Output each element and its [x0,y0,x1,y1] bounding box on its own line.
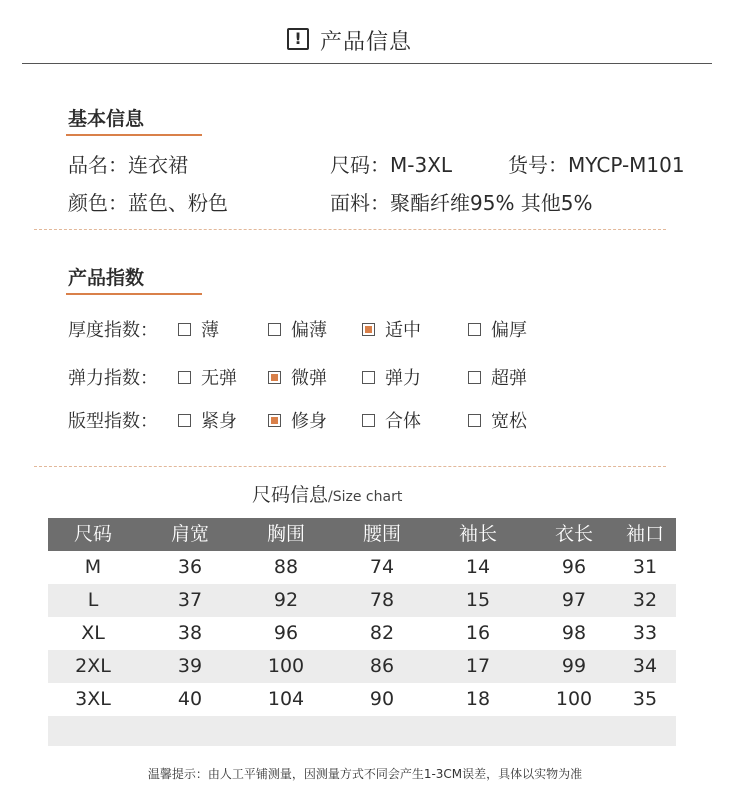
checkbox-icon[interactable] [468,371,481,384]
table-cell: 82 [369,622,395,644]
table-cell: 96 [561,556,587,578]
exclamation-box-icon: ! [287,28,309,50]
table-cell: 16 [465,622,491,644]
index-option-label: 薄 [201,320,219,341]
table-cell: 78 [369,589,395,611]
table-row [48,650,676,683]
checkbox-icon[interactable] [178,371,191,384]
checkbox-icon[interactable] [468,323,481,336]
page-header [0,22,730,62]
table-cell: 104 [267,688,305,710]
product-color: 颜色：蓝色、粉色 [68,191,228,215]
table-cell: 37 [177,589,203,611]
table-cell: 40 [177,688,203,710]
index-option[interactable] [362,407,421,433]
table-cell: 98 [561,622,587,644]
table-cell: 14 [465,556,491,578]
table-cell: 38 [177,622,203,644]
basic-info-title: 基本信息 [68,108,145,130]
table-row [48,683,676,716]
section-divider [34,466,666,467]
index-label: 厚度指数： [68,320,158,341]
checked-box-icon[interactable] [362,323,375,336]
table-cell: 100 [555,688,593,710]
table-cell: 17 [465,655,491,677]
table-row [48,584,676,617]
table-header-cell: 腰围 [362,523,402,545]
table-cell: 86 [369,655,395,677]
table-cell: XL [81,622,105,644]
product-index-title: 产品指数 [68,267,145,289]
checked-box-icon[interactable] [268,414,281,427]
table-header-cell: 袖口 [625,523,665,545]
index-option-label: 偏薄 [291,320,327,341]
size-chart-title-main: 尺码信息 [252,484,329,506]
table-cell: 2XL [75,655,111,677]
table-header-cell: 衣长 [554,523,594,545]
checkbox-icon[interactable] [178,414,191,427]
product-size-range: 尺码：M-3XL [330,153,453,177]
index-option-label: 无弹 [201,368,237,389]
checkbox-icon[interactable] [468,414,481,427]
index-option-label: 合体 [385,411,421,432]
index-option-label: 超弹 [491,368,527,389]
table-cell: 34 [632,655,658,677]
index-option[interactable] [362,364,421,390]
index-option[interactable] [468,407,527,433]
table-cell: 74 [369,556,395,578]
table-header-cell: 胸围 [266,523,306,545]
index-option-label: 适中 [385,320,421,341]
checkbox-icon[interactable] [362,414,375,427]
measurement-note: 温馨提示：由人工平铺测量，因测量方式不同会产生1-3CM误差，具体以实物为准 [147,767,583,781]
size-table-footer [48,716,676,746]
product-name: 品名：连衣裙 [68,153,188,177]
table-cell: 92 [273,589,299,611]
table-cell: 99 [561,655,587,677]
index-option[interactable] [268,407,327,433]
index-option[interactable] [362,316,421,342]
basic-info-underline [66,134,202,136]
product-index-underline [66,293,202,295]
table-cell: 15 [465,589,491,611]
table-cell: M [84,556,102,578]
index-option-label: 微弹 [291,368,327,389]
table-cell: 32 [632,589,658,611]
size-table [48,518,676,746]
section-divider [34,229,666,230]
table-cell: 88 [273,556,299,578]
size-table-header [48,518,676,551]
checked-box-icon[interactable] [268,371,281,384]
index-option-label: 弹力 [385,368,421,389]
index-option[interactable] [178,407,237,433]
index-option[interactable] [468,364,527,390]
table-row [48,617,676,650]
index-option[interactable] [268,364,327,390]
checkbox-icon[interactable] [362,371,375,384]
page-title: 产品信息 [320,30,413,55]
index-option[interactable] [268,316,327,342]
header-divider [22,63,712,64]
checkbox-icon[interactable] [268,323,281,336]
table-header-cell: 肩宽 [170,523,210,545]
size-chart-title-sub: /Size chart [328,489,403,505]
index-option[interactable] [468,316,527,342]
index-option-label: 修身 [291,411,327,432]
size-chart-title [252,480,402,507]
index-option[interactable] [178,364,237,390]
size-table-body [48,551,676,716]
index-option[interactable] [178,316,219,342]
table-cell: 96 [273,622,299,644]
table-cell: 33 [632,622,658,644]
table-cell: 3XL [75,688,111,710]
index-option-label: 宽松 [491,411,527,432]
checkbox-icon[interactable] [178,323,191,336]
table-cell: 18 [465,688,491,710]
table-cell: 31 [632,556,658,578]
table-header-cell: 尺码 [73,523,113,545]
index-option-label: 紧身 [201,411,237,432]
table-row [48,551,676,584]
table-cell: L [87,589,99,611]
index-label: 弹力指数： [68,368,158,389]
table-cell: 35 [632,688,658,710]
index-option-label: 偏厚 [491,320,527,341]
index-label: 版型指数： [68,411,158,432]
product-fabric: 面料：聚酯纤维95% 其他5% [330,191,593,215]
table-cell: 90 [369,688,395,710]
table-header-cell: 袖长 [458,523,498,545]
table-cell: 39 [177,655,203,677]
table-cell: 97 [561,589,587,611]
product-sku: 货号：MYCP-M101 [508,153,685,177]
table-cell: 36 [177,556,203,578]
table-cell: 100 [267,655,305,677]
